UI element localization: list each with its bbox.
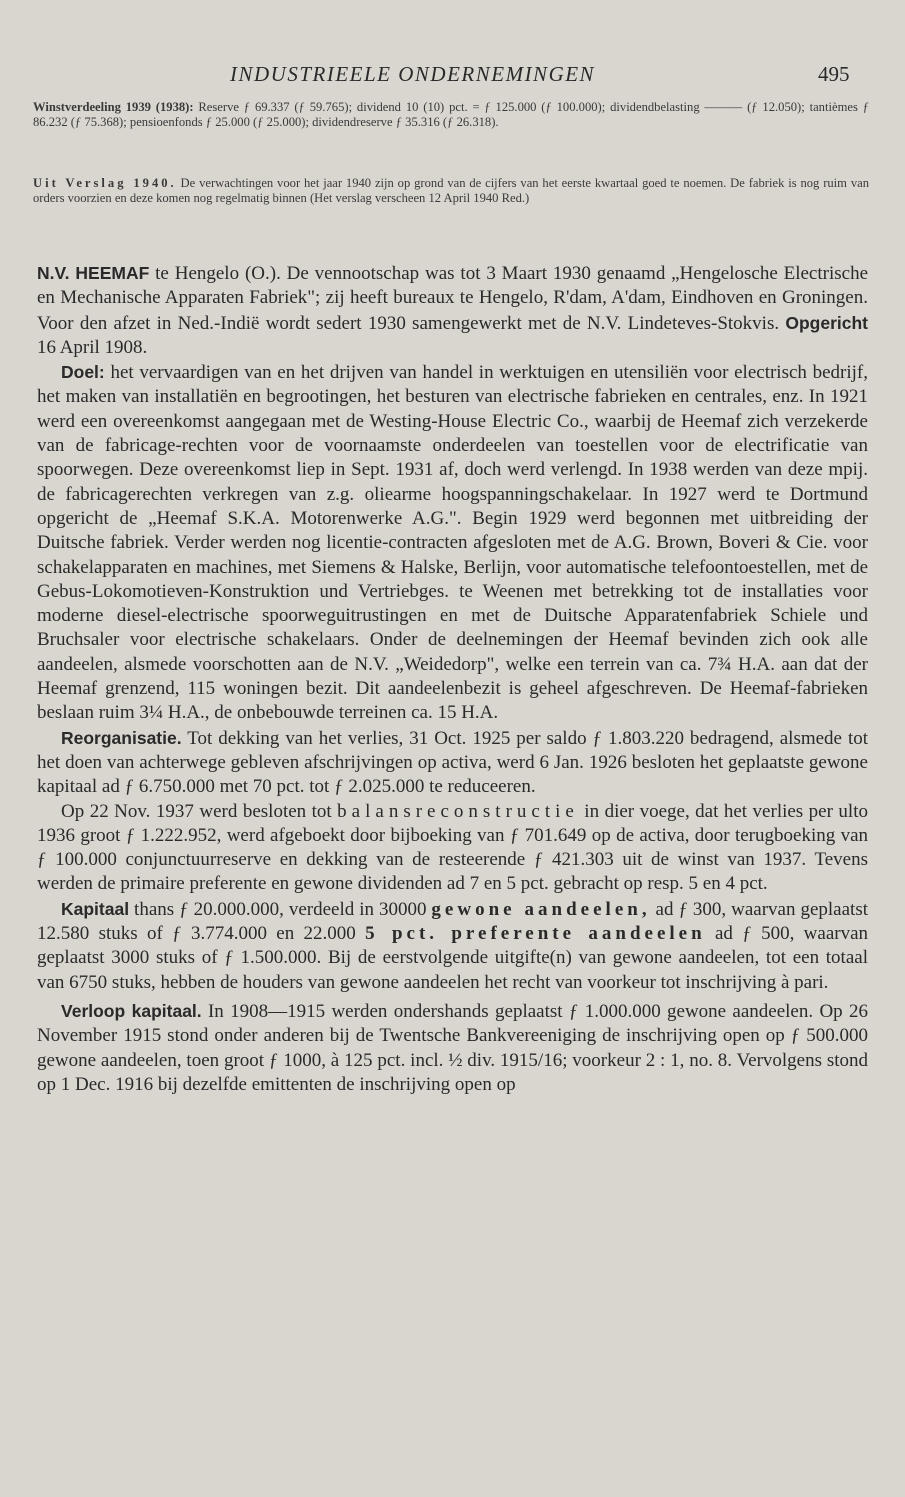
company-name: N.V. HEEMAF — [37, 263, 150, 283]
winstverdeeling-paragraph — [33, 100, 869, 131]
company-entry — [37, 261, 868, 1097]
verloop-label: Verloop kapitaal. — [61, 1000, 202, 1021]
kapitaal-text-a: thans ƒ 20.000.000, verdeeld in 30000 — [129, 898, 432, 920]
page-number: 495 — [818, 62, 850, 86]
balansreconstructie-paragraph — [37, 800, 868, 897]
kapitaal-text-b: ad ƒ 300, waarvan geplaatst 12.580 stuks of ƒ 3.774.000 en 22.000 — [37, 898, 868, 945]
balansreconstructie-term: balansreconstructie — [337, 800, 579, 822]
reorganisatie-paragraph — [37, 726, 868, 800]
kapitaal-text-c: ad ƒ 500, waarvan geplaatst 3000 stuks of ƒ 1.500.000. Bij de eerstvolgende uitgifte(n) van gewone aandeelen, tot een totaal van 6750 stuks, hebben de houders van gewone aandeelen het recht van voorkeur tot inschrijving à pari. — [37, 923, 869, 993]
preferente-aandeelen-term: 5 pct. preferente aandeelen — [365, 923, 706, 945]
reorganisatie-label: Reorganisatie. — [61, 727, 182, 748]
winstverdeeling-label: Winstverdeeling 1939 (1938): — [33, 100, 194, 114]
opgericht-label: Opgericht — [785, 312, 868, 333]
winstverdeeling-text: Reserve ƒ 69.337 (ƒ 59.765); dividend 10 (10) pct. = ƒ 125.000 (ƒ 100.000); dividendbelasting ——— (ƒ 12.050); tantièmes ƒ 86.232 (ƒ 75.368); pensioenfonds ƒ 25.000 (ƒ 25.000); dividendreserve ƒ 35.316 (ƒ 26.318). — [33, 100, 869, 130]
intro-paragraph — [37, 261, 868, 360]
kapitaal-paragraph — [37, 897, 868, 995]
doel-label: Doel: — [61, 362, 105, 383]
reorganisatie-text: Tot dekking van het verlies, 31 Oct. 1925 per saldo ƒ 1.803.220 bedragend, alsmede tot het doen van achterwege gebleven afschrijvingen op activa, werd 6 Jan. 1926 besloten het geplaatste gewone kapitaal ad ƒ 6.750.000 met 70 pct. tot ƒ 2.025.000 te reduceeren. — [37, 727, 868, 798]
verloop-kapitaal-paragraph — [37, 999, 868, 1097]
nov1937-text-b: in dier voege, dat het verlies per ulto 1936 groot ƒ 1.222.952, werd afgeboekt door bijboeking van ƒ 701.649 op de activa, door terugboeking van ƒ 100.000 conjunctuurreserve en dekking van de resteerende ƒ 421.303 uit de winst van 1937. Tevens werden de primaire preferente en gewone dividenden ad 7 en 5 pct. gebracht op resp. 5 en 4 pct. — [37, 800, 868, 895]
doel-paragraph — [37, 360, 868, 725]
page-header — [0, 62, 905, 90]
verloop-text: In 1908—1915 werden ondershands geplaatst ƒ 1.000.000 gewone aandeelen. Op 26 November 1915 stond onder anderen bij de Twentsche Bankvereeniging de inschrijving open op ƒ 500.000 gewone aandeelen, toen groot ƒ 1000, à 125 pct. incl. ½ div. 1915/16; voorkeur 2 : 1, no. 8. Vervolgens stond op 1 Dec. 1916 bij dezelfde emittenten de inschrijving open op — [37, 1000, 868, 1095]
gewone-aandeelen-term: gewone aandeelen, — [431, 898, 651, 920]
running-title: INDUSTRIEELE ONDERNEMINGEN — [230, 62, 596, 86]
kapitaal-label: Kapitaal — [61, 898, 130, 919]
verslag-paragraph — [33, 176, 869, 207]
verslag-label: Uit Verslag 1940. — [33, 176, 177, 190]
verslag-text: De verwachtingen voor het jaar 1940 zijn op grond van de cijfers van het eerste kwartaal goed te noemen. De fabriek is nog ruim van orders voorzien en deze komen nog regelmatig binnen (Het verslag verscheen 12 April 1940 Red.) — [33, 176, 870, 206]
nov1937-text-a: Op 22 Nov. 1937 werd besloten tot — [61, 800, 338, 822]
intro-text: te Hengelo (O.). De vennootschap was tot 3 Maart 1930 genaamd „Hengelosche Electrische en Mechanische Apparaten Fabriek"; zij heeft bureaux te Hengelo, R'dam, A'dam, Eindhoven en Groningen. Voor den afzet in Ned.-Indië wordt sedert 1930 samengewerkt met de N.V. Lindeteves-Stokvis. — [37, 263, 868, 334]
opgericht-text: 16 April 1908. — [37, 336, 148, 358]
doel-text: het vervaardigen van en het drijven van handel in werktuigen en utensiliën voor electrisch bedrijf, het maken van installatiën en begrootingen, het besturen van electrische fabrieken en centrales, enz. In 1921 werd een overeenkomst aangegaan met de Westing-House Electric Co., waarbij de Heemaf zich verzekerde van de fabricage-rechten voor de voornaamste onderdeelen van toestellen voor de electrificatie van spoorwegen. Deze overeenkomst liep in Sept. 1931 af, doch werd verlengd. In 1938 werden van deze mpij. de fabricagerechten verkregen van z.g. oliearme hoogspanningschakelaar. In 1927 werd te Dortmund opgericht de „Heemaf S.K.A. Motorenwerke A.G.". Begin 1929 werd begonnen met uitbreiding der Duitsche fabriek. Verder werden nog licentie-contracten afgesloten met de A.G. Brown, Boveri & Cie. voor schakelapparaten en machines, met Siemens & Halske, Berlijn, voor automatische telefoontoestellen, met de Gebus-Lokomotieven-Konstruktion und Vertriebges. te Weenen met betrekking tot de installaties voor moderne diesel-electrische spoorweguitrustingen en met de Duitsche Apparatenfabriek Schiele und Bruchsaler voor electrische schakelaars. Onder de deelnemingen der Heemaf bevinden zich ook alle aandeelen, alsmede voorschotten aan de N.V. „Weidedorp", welke een terrein van ca. 7¾ H.A. aan dat der Heemaf grenzend, 115 woningen bezit. Dit aandeelenbezit is geheel afgeschreven. De Heemaf-fabrieken beslaan ruim 3¼ H.A., de onbebouwde terreinen ca. 15 H.A. — [37, 362, 868, 724]
